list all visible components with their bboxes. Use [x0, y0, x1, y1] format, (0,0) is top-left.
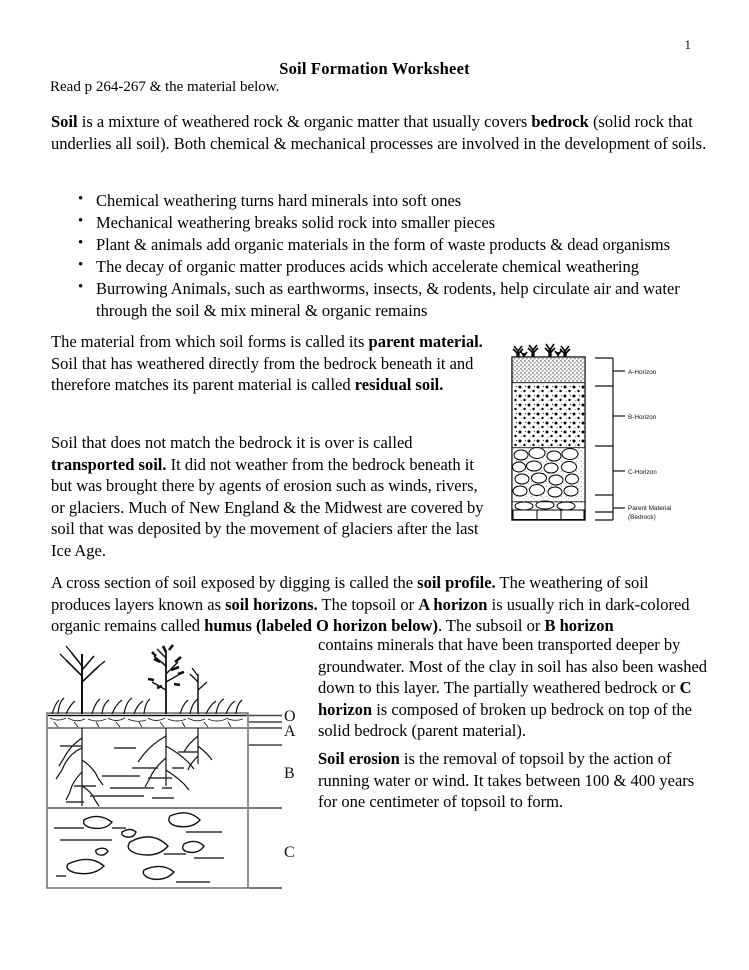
- body-text-run: is usually rich in dark-colored organic remains called: [51, 594, 690, 635]
- body-text-run: The material from which soil forms is called its: [51, 332, 369, 351]
- emphasis-term: humus (labeled O horizon below): [204, 616, 438, 635]
- body-text-run: is composed of broken up bedrock on top of the solid bedrock (parent material).: [318, 699, 692, 740]
- soil-process-bullet-list: [51, 190, 711, 322]
- horizon-bracket: [595, 358, 625, 520]
- emphasis-term: soil profile.: [417, 573, 496, 592]
- emphasis-term: B horizon: [544, 616, 614, 635]
- profile-label-a: A: [284, 723, 296, 740]
- soil-profile-diagram: [44, 636, 294, 898]
- label-a-horizon: A-Horizon: [628, 369, 657, 376]
- paragraph-intro: [51, 111, 711, 154]
- emphasis-term: bedrock: [531, 112, 589, 131]
- label-c-horizon: C-Horizon: [628, 469, 657, 476]
- list-item: • The decay of organic matter produces acids which accelerate chemical weathering: [51, 256, 711, 278]
- emphasis-term: parent material.: [368, 332, 483, 351]
- body-text-run: is a mixture of weathered rock & organic matter that usually covers: [77, 112, 532, 131]
- paragraph-transported-soil: [51, 432, 491, 561]
- body-text-run: The weathering of soil produces layers known as: [51, 573, 649, 614]
- profile-label-o: O: [284, 708, 296, 725]
- emphasis-term: C horizon: [318, 678, 692, 719]
- body-text-run: is the removal of topsoil by the action of running water or wind. It takes between 100 & 400 years for one centimeter of topsoil to form.: [318, 749, 695, 811]
- body-text-run: The topsoil or: [317, 594, 419, 614]
- emphasis-term: Soil: [51, 112, 78, 131]
- paragraph-parent-material: [51, 331, 486, 396]
- horizon-tick-lines: [249, 716, 282, 889]
- page-number: 1: [684, 37, 691, 52]
- emphasis-term: soil horizons.: [225, 594, 318, 614]
- paragraph-subsoil: [318, 634, 710, 742]
- bedrock-blocks: [513, 501, 584, 520]
- body-text-run: (solid rock that underlies all soil). Both chemical & mechanical processes are involved in the development of soils.: [51, 112, 707, 153]
- body-text-run: It did not weather from the bedrock beneath it but was brought there by agents of erosion such as winds, rivers, or glaciers. Much of New England & the Midwest are covered by soil that was deposited by the movement of glaciers after the last Ice Age.: [51, 454, 484, 560]
- emphasis-term: transported soil.: [51, 454, 167, 474]
- reading-assignment-line: Read p 264-267 & the material below.: [50, 79, 280, 95]
- paragraph-soil-profile: [51, 572, 711, 637]
- list-item: • Chemical weathering turns hard minerals into soft ones: [51, 190, 711, 212]
- emphasis-term: residual soil.: [354, 375, 444, 394]
- body-text-run: . The subsoil or: [437, 616, 545, 635]
- list-item: • Plant & animals add organic materials in the form of waste products & dead organisms: [51, 234, 711, 256]
- grass-icon: [52, 698, 242, 714]
- label-bedrock: (Bedrock): [628, 514, 656, 521]
- emphasis-term: Soil erosion: [318, 749, 400, 768]
- body-text-run: contains minerals that have been transported deeper by groundwater. Most of the clay in soil has also been washed down to this layer. The partially weathered bedrock or: [318, 635, 708, 697]
- label-b-horizon: B-Horizon: [628, 414, 657, 421]
- profile-label-c: C: [284, 844, 295, 861]
- paragraph-soil-erosion: [318, 748, 710, 813]
- profile-label-b: B: [284, 765, 295, 782]
- label-parent-material: Parent Material: [628, 505, 672, 512]
- body-text-run: A cross section of soil exposed by digging is called the: [51, 573, 418, 592]
- body-text-run: Soil that has weathered directly from the bedrock beneath it and therefore matches its parent material is called: [51, 353, 474, 394]
- body-text-run: Soil that does not match the bedrock it is over is called: [51, 433, 413, 452]
- page-title: Soil Formation Worksheet: [279, 59, 470, 78]
- list-item: • Burrowing Animals, such as earthworms, insects, & rodents, help circulate air and water through the soil & mix mineral & organic remains: [51, 278, 711, 321]
- soil-horizon-diagram: [500, 340, 700, 532]
- list-item: • Mechanical weathering breaks solid rock into smaller pieces: [51, 212, 711, 234]
- emphasis-term: A horizon: [418, 594, 488, 614]
